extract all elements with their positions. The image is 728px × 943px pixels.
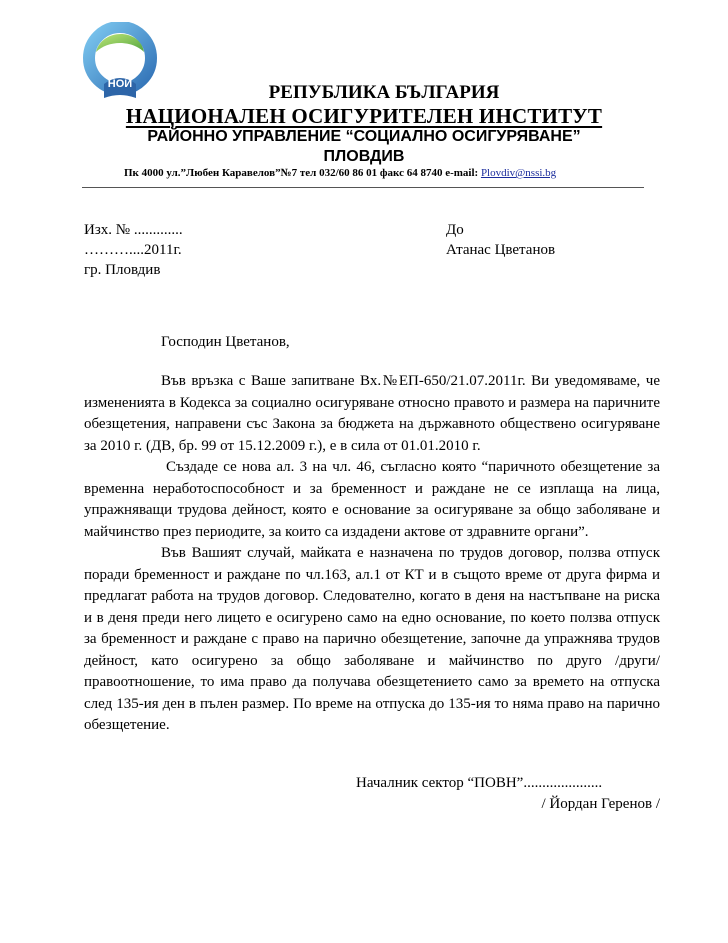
letter-body — [84, 371, 660, 737]
header-divider — [82, 187, 644, 188]
email-link[interactable]: Plovdiv@nssi.bg — [480, 167, 557, 179]
body-paragraph: Във връзка с Ваше запитване Вх.№ЕП-650/21.07.2011г. Ви уведомяваме, че измененията в Кодекса за социално осигуряване относно правото и размера на паричните обезщетения, направени със Закона за бюджета на държавното обществено осигуряване за 2010 г. (ДВ, бр. 99 от 15.12.2009 г.), е в сила от 01.01.2010 г. — [84, 373, 660, 454]
country-title: РЕПУБЛИКА БЪЛГАРИЯ — [268, 82, 500, 103]
recipient-block — [446, 220, 555, 260]
signature-name: / Йордан Геренов / — [541, 796, 660, 812]
institute-title-text: НАЦИОНАЛЕН ОСИГУРИТЕЛЕН ИНСТИТУТ — [125, 104, 603, 128]
body-paragraph: Във Вашият случай, майката е назначена по трудов договор, ползва отпуск поради бременност и раждане по чл.163, ал.1 от КТ и в същото време от друга фирма и предлагат работа на трудов договор. Следователно, когато в деня на настъпване на риска и в деня преди него лицето е осигурено само на едно основание, по което ползва отпуск за бременност и раждане с право на парично обезщетение, започне да упражнява трудов дейност, като осигурено за общо заболяване и майчинство по друго /други/ правоотношение, то има право да получава обезщетението само за времето на отпуска след 135-ия ден в пълен размер. По време на отпуска до 135-ия то няма право на парично обезщетение. — [84, 545, 660, 733]
letter-date: ………....2011г. — [84, 242, 182, 258]
department-title: РАЙОННО УПРАВЛЕНИЕ “СОЦИАЛНО ОСИГУРЯВАНЕ” — [147, 128, 581, 145]
body-paragraph: Създаде се нова ал. 3 на чл. 46, съгласно която “паричното обезщетение за временна неработоспособност и за бременност и раждане не се изплаща на лица, упражняващи трудова дейност, която е основание за осигуряване за общо заболяване и майчинство през периодите, за които са издадени актове от здравните органи”. — [84, 459, 660, 540]
logo-label: НОИ — [107, 78, 133, 90]
letter-place: гр. Пловдив — [84, 262, 161, 278]
institute-title — [0, 104, 728, 129]
contact-line — [124, 167, 556, 179]
to-label: До — [446, 222, 464, 238]
outgoing-info — [84, 220, 183, 280]
recipient-name: Атанас Цветанов — [446, 242, 556, 258]
ref-number: Изх. № ............. — [84, 222, 183, 238]
contact-text: Пк 4000 ул.”Любен Каравелов”№7 тел 032/60 86 01 факс 64 8740 e-mail: — [124, 167, 481, 179]
salutation: Господин Цветанов, — [161, 334, 290, 350]
city-title: ПЛОВДИВ — [323, 148, 405, 165]
signature-title: Началник сектор “ПОВН”..................... — [356, 775, 603, 791]
